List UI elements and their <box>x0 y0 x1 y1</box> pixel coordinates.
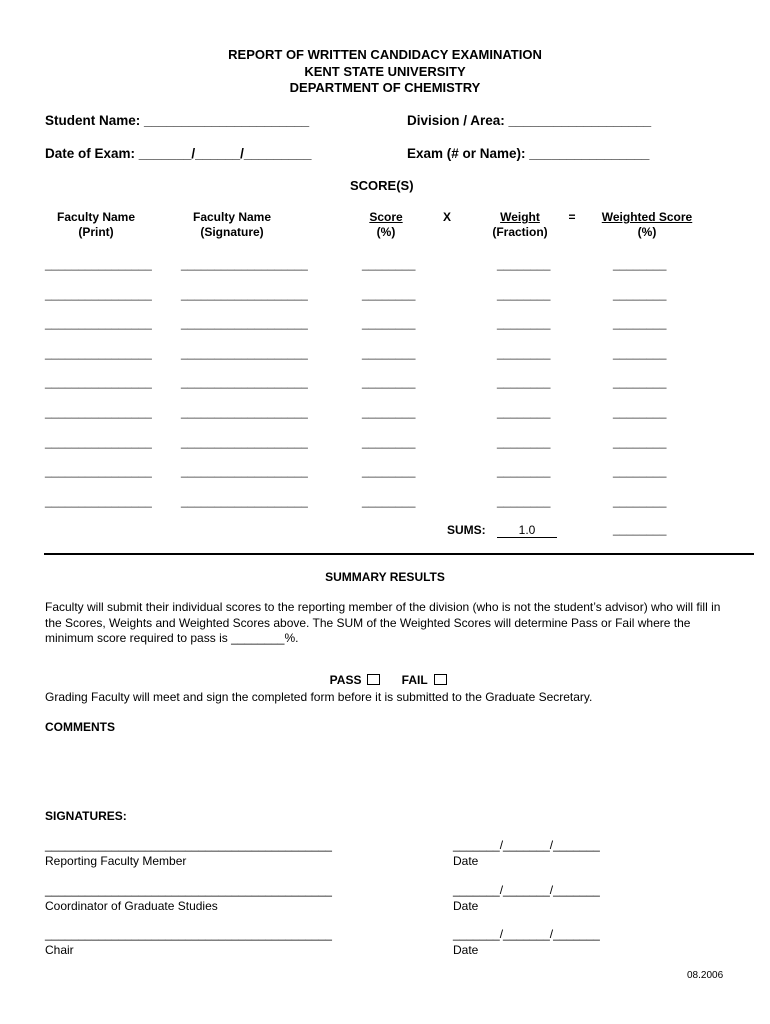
faculty-print-blank[interactable]: ________________ <box>45 493 152 508</box>
score-blank[interactable]: ________ <box>362 257 416 271</box>
faculty-signature-blank[interactable]: ___________________ <box>181 493 308 508</box>
col-weighted-score-header <box>592 210 702 240</box>
col-weighted-score-sublabel: (%) <box>637 225 657 239</box>
faculty-print-blank[interactable]: ________________ <box>45 286 152 301</box>
reporting-faculty-signature-line[interactable]: ___________________________________________ <box>45 838 332 852</box>
title-line-3: DEPARTMENT OF CHEMISTRY <box>289 80 481 95</box>
fail-label: FAIL <box>401 673 428 687</box>
score-blank[interactable]: ________ <box>362 434 416 449</box>
col-score-label: Score <box>369 210 403 224</box>
score-blank[interactable]: ________ <box>362 493 416 508</box>
division-area-field[interactable]: Division / Area: ___________________ <box>407 113 652 128</box>
faculty-signature-blank[interactable]: ___________________ <box>181 464 308 479</box>
weight-blank[interactable]: ________ <box>497 493 551 508</box>
faculty-print-blank[interactable]: ________________ <box>45 257 152 271</box>
weighted-score-blank[interactable]: ________ <box>613 405 667 419</box>
weight-blank[interactable]: ________ <box>497 434 551 449</box>
chair-label: Chair <box>45 943 74 957</box>
faculty-print-blank[interactable]: ________________ <box>45 434 152 449</box>
weight-blank[interactable]: ________ <box>497 286 551 301</box>
reporting-faculty-date-label: Date <box>453 854 479 868</box>
weighted-score-blank[interactable]: ________ <box>613 286 667 301</box>
faculty-signature-blank[interactable]: ___________________ <box>181 375 308 390</box>
faculty-signature-blank[interactable]: ___________________ <box>181 405 308 419</box>
weighted-score-blank[interactable]: ________ <box>613 257 667 271</box>
date-of-exam-field[interactable]: Date of Exam: _______/______/_________ <box>45 146 312 161</box>
pass-label: PASS <box>329 673 362 687</box>
col-faculty-print-label: Faculty Name <box>56 210 136 224</box>
fail-option[interactable] <box>395 659 447 687</box>
weighted-score-blank[interactable]: ________ <box>613 434 667 449</box>
sums-weight-value: 1.0 <box>497 523 557 538</box>
chair-signature-line[interactable]: ___________________________________________ <box>45 927 332 941</box>
weighted-score-blank[interactable]: ________ <box>613 464 667 479</box>
col-faculty-signature-sublabel: (Signature) <box>200 225 264 239</box>
col-weight-label: Weight <box>500 210 540 224</box>
col-weight-sublabel: (Fraction) <box>492 225 548 239</box>
sums-label: SUMS: <box>447 523 486 537</box>
chair-date-line[interactable]: _______/_______/_______ <box>453 927 600 941</box>
coordinator-label: Coordinator of Graduate Studies <box>45 899 218 913</box>
faculty-print-blank[interactable]: ________________ <box>45 345 152 360</box>
faculty-print-blank[interactable]: ________________ <box>45 316 152 331</box>
weight-blank[interactable]: ________ <box>497 375 551 390</box>
weight-blank[interactable]: ________ <box>497 464 551 479</box>
col-faculty-print-sublabel: (Print) <box>78 225 114 239</box>
col-faculty-signature-header <box>170 210 294 240</box>
fail-checkbox[interactable] <box>434 674 447 685</box>
coordinator-date-line[interactable]: _______/_______/_______ <box>453 883 600 897</box>
summary-heading: SUMMARY RESULTS <box>325 570 445 584</box>
reporting-faculty-date-line[interactable]: _______/_______/_______ <box>453 838 600 852</box>
form-version: 08.2006 <box>687 970 724 981</box>
coordinator-date-label: Date <box>453 899 479 913</box>
faculty-print-blank[interactable]: ________________ <box>45 375 152 390</box>
faculty-signature-blank[interactable]: ___________________ <box>181 316 308 331</box>
pass-option[interactable] <box>323 659 380 687</box>
col-faculty-signature-label: Faculty Name <box>192 210 272 224</box>
faculty-signature-blank[interactable]: ___________________ <box>181 286 308 301</box>
sums-weighted-blank[interactable]: ________ <box>613 522 667 536</box>
col-score-sublabel: (%) <box>376 225 396 239</box>
weighted-score-blank[interactable]: ________ <box>613 345 667 360</box>
col-faculty-print-header <box>38 210 154 240</box>
signatures-heading: SIGNATURES: <box>45 809 127 823</box>
comments-label: COMMENTS <box>45 720 115 734</box>
coordinator-signature-line[interactable]: ___________________________________________ <box>45 883 332 897</box>
score-blank[interactable]: ________ <box>362 286 416 301</box>
student-name-field[interactable]: Student Name: ______________________ <box>45 113 310 128</box>
score-blank[interactable]: ________ <box>362 405 416 419</box>
title-line-2: KENT STATE UNIVERSITY <box>304 64 466 79</box>
score-blank[interactable]: ________ <box>362 464 416 479</box>
weighted-score-blank[interactable]: ________ <box>613 316 667 331</box>
reporting-faculty-label: Reporting Faculty Member <box>45 854 187 868</box>
faculty-print-blank[interactable]: ________________ <box>45 464 152 479</box>
score-blank[interactable]: ________ <box>362 345 416 360</box>
weight-blank[interactable]: ________ <box>497 257 551 271</box>
col-weighted-score-label: Weighted Score <box>601 210 693 224</box>
section-divider <box>44 553 754 555</box>
faculty-signature-blank[interactable]: ___________________ <box>181 434 308 449</box>
equals-sign: = <box>568 210 576 224</box>
weight-blank[interactable]: ________ <box>497 405 551 419</box>
weight-blank[interactable]: ________ <box>497 316 551 331</box>
faculty-signature-blank[interactable]: ___________________ <box>181 257 308 271</box>
col-score-header <box>356 210 416 240</box>
exam-number-name-field[interactable]: Exam (# or Name): ________________ <box>407 146 650 161</box>
col-weight-header <box>486 210 554 240</box>
score-blank[interactable]: ________ <box>362 375 416 390</box>
grading-note: Grading Faculty will meet and sign the completed form before it is submitted to the Graduate Secretary. <box>45 690 593 704</box>
times-sign: X <box>442 210 451 224</box>
score-blank[interactable]: ________ <box>362 316 416 331</box>
chair-date-label: Date <box>453 943 479 957</box>
faculty-signature-blank[interactable]: ___________________ <box>181 345 308 360</box>
weighted-score-blank[interactable]: ________ <box>613 375 667 390</box>
scores-heading: SCORE(S) <box>350 178 414 193</box>
summary-paragraph: Faculty will submit their individual scores to the reporting member of the division (who is not the student’s advisor) who will fill in the Scores, Weights and Weighted Scores above. The SUM of the Weighted Scores will determine Pass or Fail where the minimum score required to pass is ________%. <box>45 600 721 645</box>
faculty-print-blank[interactable]: ________________ <box>45 405 152 419</box>
pass-checkbox[interactable] <box>367 674 380 685</box>
title-line-1: REPORT OF WRITTEN CANDIDACY EXAMINATION <box>228 47 542 62</box>
weight-blank[interactable]: ________ <box>497 345 551 360</box>
weighted-score-blank[interactable]: ________ <box>613 493 667 508</box>
